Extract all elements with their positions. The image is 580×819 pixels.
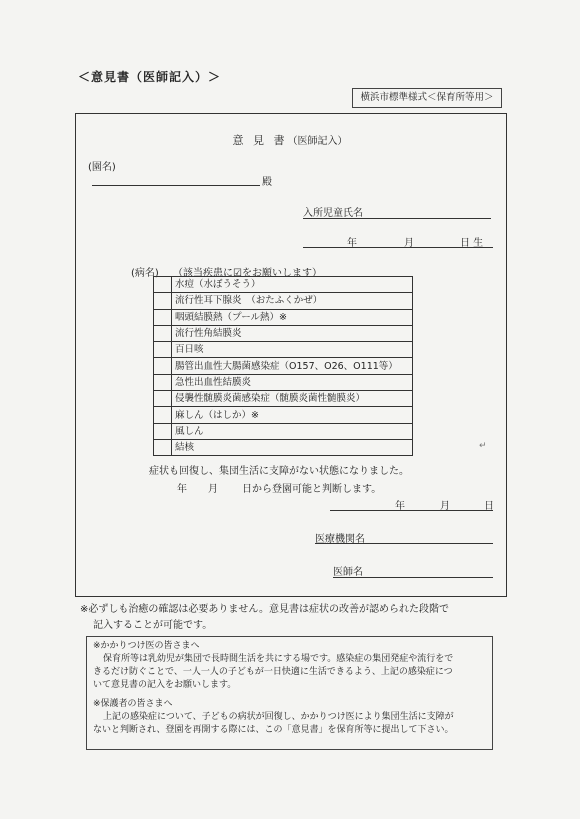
disease-row: [154, 358, 413, 374]
birth-day-label: 日 生: [460, 238, 484, 249]
disease-checkbox[interactable]: [154, 277, 172, 293]
disease-name: 風しん: [172, 423, 413, 439]
return-year-label: 年: [177, 484, 187, 495]
recovery-text: 症状も回復し、集団生活に支障がない状態になりました。: [149, 466, 409, 477]
disease-checkbox[interactable]: [154, 309, 172, 325]
disease-row: [154, 391, 413, 407]
disease-checkbox[interactable]: [154, 391, 172, 407]
disease-row: [154, 423, 413, 439]
note-guardian-title: ※保護者の皆さまへ: [93, 699, 173, 709]
disease-checkbox[interactable]: [154, 342, 172, 358]
form-title: [75, 132, 505, 148]
note-doctor-title: ※かかりつけ医の皆さまへ: [93, 641, 200, 651]
disease-instruction: （該当疾患に☑をお願いします）: [173, 268, 322, 279]
disease-name: 侵襲性髄膜炎菌感染症（髄膜炎菌性髄膜炎）: [172, 391, 413, 407]
birth-date-field[interactable]: [303, 247, 493, 248]
scan-mark: ↵: [479, 441, 487, 451]
disease-name: 結核: [172, 439, 413, 455]
child-name-label: 入所児童氏名: [303, 208, 363, 219]
clinic-label: 医療機関名: [315, 534, 365, 545]
disease-checkbox[interactable]: [154, 423, 172, 439]
form-type-label: 横浜市標準様式＜保育所等用＞: [352, 88, 502, 108]
disease-checkbox[interactable]: [154, 439, 172, 455]
disease-checkbox[interactable]: [154, 374, 172, 390]
form-title-sub: （医師記入）: [287, 136, 348, 147]
form-title-main: 意 見 書: [232, 134, 288, 147]
disease-name: 咽頭結膜熱（プール熱）※: [172, 309, 413, 325]
disease-checkbox[interactable]: [154, 358, 172, 374]
disease-name: 腸管出血性大腸菌感染症（O157、O26、O111等）: [172, 358, 413, 374]
disease-row: [154, 325, 413, 341]
disease-row: [154, 407, 413, 423]
disease-name: 百日咳: [172, 342, 413, 358]
disease-name: 急性出血性結膜炎: [172, 374, 413, 390]
clinic-name-field[interactable]: [315, 543, 493, 544]
disease-checkbox[interactable]: [154, 293, 172, 309]
notice-box: [86, 636, 493, 750]
doctor-name-field[interactable]: [333, 577, 493, 578]
return-text: 日から登園可能と判断します。: [242, 484, 382, 495]
date-month-label: 月: [440, 501, 450, 512]
doctor-label: 医師名: [333, 567, 363, 578]
date-day-label: 日: [484, 501, 494, 512]
document-heading: ＜意見書（医師記入）＞: [78, 70, 222, 84]
date-year-label: 年: [395, 501, 405, 512]
facility-name-field[interactable]: [92, 185, 260, 186]
disease-row: [154, 277, 413, 293]
note-guardian-line-2: ないと判断され、登園を再開する際には、この「意見書」を保育所等に提出して下さい。: [93, 725, 454, 735]
issue-date-field[interactable]: [330, 510, 493, 511]
note-doctor-line-2: きるだけ防ぐことで、一人一人の子どもが一日快適に生活できるよう、上記の感染症につ: [93, 667, 453, 677]
disease-name: 流行性角結膜炎: [172, 325, 413, 341]
footnote-line-2: 記入することが可能です。: [93, 620, 213, 631]
birth-month-label: 月: [404, 238, 414, 249]
child-name-field[interactable]: [303, 218, 491, 219]
return-month-label: 月: [208, 484, 218, 495]
birth-year-label: 年: [347, 238, 357, 249]
disease-name: 水痘（水ぼうそう）: [172, 277, 413, 293]
note-guardian-line-1: 上記の感染症について、子どもの病状が回復し、かかりつけ医により集団生活に支障が: [103, 712, 454, 722]
disease-row: [154, 342, 413, 358]
disease-checkbox[interactable]: [154, 325, 172, 341]
note-doctor-line-3: いて意見書の記入をお願いします。: [93, 680, 237, 690]
disease-row: [154, 374, 413, 390]
disease-name: 麻しん（はしか）※: [172, 407, 413, 423]
disease-label: (病名): [131, 268, 159, 279]
note-doctor-line-1: 保育所等は乳幼児が集団で長時間生活を共にする場です。感染症の集団発症や流行をで: [103, 654, 454, 664]
disease-table: [153, 276, 413, 456]
facility-suffix: 殿: [262, 177, 272, 188]
disease-name: 流行性耳下腺炎 （おたふくかぜ）: [172, 293, 413, 309]
disease-row: [154, 439, 413, 455]
facility-label: (園名): [88, 162, 116, 173]
disease-row: [154, 309, 413, 325]
footnote-line-1: ※必ずしも治癒の確認は必要ありません。意見書は症状の改善が認められた段階で: [80, 604, 449, 615]
disease-checkbox[interactable]: [154, 407, 172, 423]
disease-row: [154, 293, 413, 309]
